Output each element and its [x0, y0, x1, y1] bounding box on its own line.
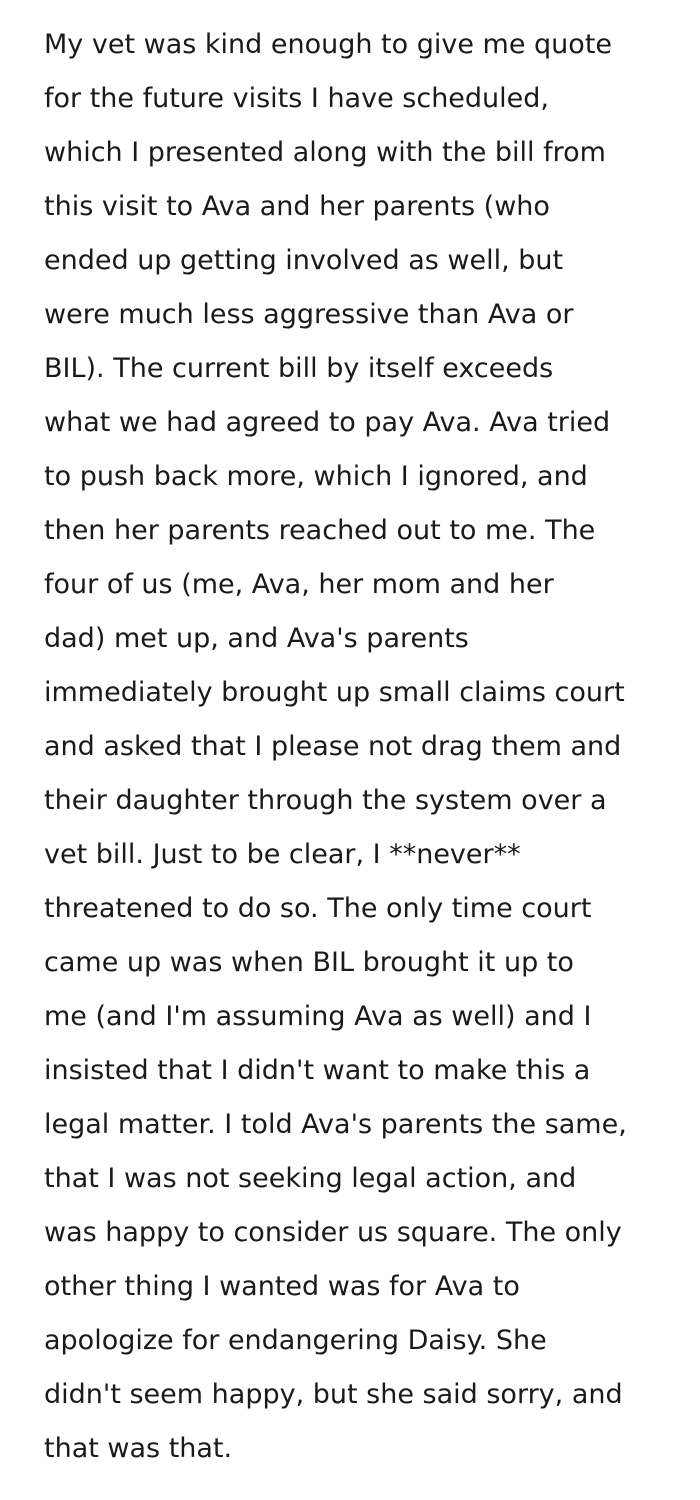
text-line: My vet was kind enough to give me quote [44, 29, 613, 60]
text-line: four of us (me, Ava, her mom and her [44, 569, 554, 600]
text-line: apologize for endangering Daisy. She [44, 1325, 547, 1356]
text-line: that was that. [44, 1433, 233, 1464]
text-line: vet bill. Just to be clear, I **never** [44, 839, 521, 870]
text-line: legal matter. I told Ava's parents the same, [44, 1109, 627, 1140]
text-line: their daughter through the system over a [44, 785, 607, 816]
text-line: ended up getting involved as well, but [44, 245, 564, 276]
text-line: to push back more, which I ignored, and [44, 461, 588, 492]
text-line: for the future visits I have scheduled, [44, 83, 549, 114]
text-line: what we had agreed to pay Ava. Ava tried [44, 407, 611, 438]
text-line: didn't seem happy, but she said sorry, and [44, 1379, 623, 1410]
text-line: other thing I wanted was for Ava to [44, 1271, 520, 1302]
text-line: was happy to consider us square. The only [44, 1217, 622, 1248]
text-line: BIL). The current bill by itself exceeds [44, 353, 554, 384]
text-line: came up was when BIL brought it up to [44, 947, 574, 978]
text-line: that I was not seeking legal action, and [44, 1163, 577, 1194]
text-line: and asked that I please not drag them and [44, 731, 622, 762]
text-line: insisted that I didn't want to make this a [44, 1055, 591, 1086]
text-line: were much less aggressive than Ava or [44, 299, 574, 330]
text-line: me (and I'm assuming Ava as well) and I [44, 1001, 592, 1032]
text-line: then her parents reached out to me. The [44, 515, 596, 546]
text-line: dad) met up, and Ava's parents [44, 623, 469, 654]
text-line: immediately brought up small claims court [44, 677, 625, 708]
text-line: this visit to Ava and her parents (who [44, 191, 550, 222]
text-line: threatened to do so. The only time court [44, 893, 592, 924]
post-body-text [44, 18, 627, 1476]
text-line: which I presented along with the bill from [44, 137, 606, 168]
